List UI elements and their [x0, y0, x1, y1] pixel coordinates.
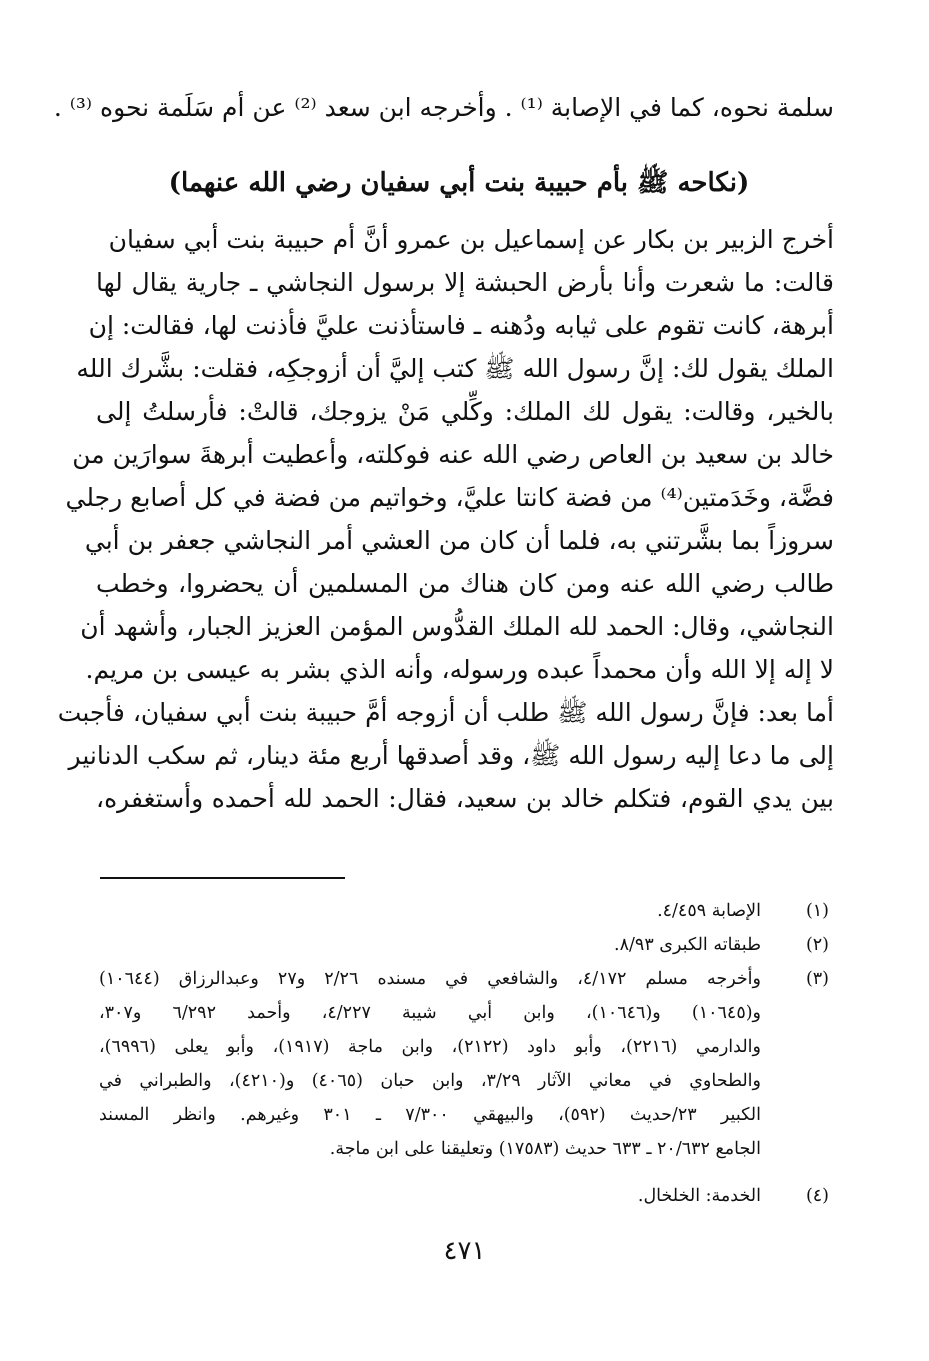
body-line: أبرهة، كانت تقوم على ثيابه ودُهنه ـ فاستأذنت عليَّ فأذنت لها، فقالت: إن — [88, 311, 834, 340]
page-number: ٤٧١ — [443, 1236, 486, 1266]
body-line: بالخير، وقالت: يقول لك الملك: وكِّلي مَنْ يزوجك، قالتْ: فأرسلتُ إلى — [96, 397, 834, 426]
footnote-number: (٣) — [805, 969, 829, 989]
body-line: أما بعد: فإنَّ رسول الله ﷺ طلب أن أزوجه أمَّ حبيبة بنت أبي سفيان، فأجبت — [57, 698, 834, 727]
body-line: الملك يقول لك: إنَّ رسول الله ﷺ كتب إليَّ أن أزوجكِه، فقلت: بشَّرك الله — [76, 354, 834, 383]
footnote-text-line: الكبير ٢٣/حديث (٥٩٢)، والبيهقي ٧/٣٠٠ ـ ٣٠١ وغيرهم. وانظر المسند — [99, 1105, 761, 1125]
body-line: بين يدي القوم، فتكلم خالد بن سعيد، فقال: الحمد لله أحمده وأستغفره، — [96, 784, 834, 813]
body-line: أخرج الزبير بن بكار عن إسماعيل بن عمرو أنَّ أم حبيبة بنت أبي سفيان — [108, 225, 834, 254]
footnote-1 — [99, 897, 829, 926]
body-line: طالب رضي الله عنه ومن كان هناك من المسلمين أن يحضروا، وخطب — [96, 569, 834, 598]
section-heading: (نكاحه ﷺ بأم حبيبة بنت أبي سفيان رضي الله عنهما) — [168, 168, 750, 198]
footnote-text: الخدمة: الخلخال. — [637, 1186, 761, 1206]
footnote-2 — [99, 931, 829, 960]
footnote-text-line: وأخرجه مسلم ٤/١٧٢، والشافعي في مسنده ٢/٢٦ و٢٧ وعبدالرزاق (١٠٦٤٤) — [99, 969, 761, 989]
body-line: فضَّة، وخَدَمتين⁽⁴⁾ من فضة كانتا عليَّ، وخواتيم من فضة في كل أصابع رجلي — [65, 483, 834, 512]
footnote-text-line: الجامع ٢٠/٦٣٢ ـ ٦٣٣ حديث (١٧٥٨٣) وتعليقنا على ابن ماجة. — [329, 1139, 761, 1159]
footnote-separator-rule — [100, 877, 345, 879]
body-line: قالت: ما شعرت وأنا بأرض الحبشة إلا برسول النجاشي ـ جارية يقال لها — [96, 268, 834, 297]
body-line: سروزاً بما بشَّرتني به، فلما أن كان من العشي أمر النجاشي جعفر بن أبي — [84, 526, 834, 555]
body-line: لا إله إلا الله وأن محمداً عبده ورسوله، وأنه الذي بشر به عيسى بن مريم. — [85, 655, 834, 684]
footnote-3 — [99, 965, 829, 1175]
footnote-number: (١) — [805, 901, 829, 921]
footnote-text: الإصابة ٤/٤٥٩. — [657, 901, 761, 921]
footnote-text-line: والدارمي (٢٢١٦)، وأبو داود (٢١٢٢)، وابن ماجة (١٩١٧)، وأبو يعلى (٦٩٩٦)، — [99, 1037, 761, 1057]
body-line: خالد بن سعيد بن العاص رضي الله عنه فوكلته، وأعطيت أبرهةَ سوارَين من — [72, 440, 834, 469]
body-top-line: سلمة نحوه، كما في الإصابة ⁽¹⁾ . وأخرجه ابن سعد ⁽²⁾ عن أم سَلَمة نحوه ⁽³⁾ . — [53, 93, 834, 122]
footnote-text-line: والطحاوي في معاني الآثار ٣/٢٩، وابن حبان (٤٠٦٥) و(٤٢١٠)، والطبراني في — [99, 1071, 761, 1091]
footnote-text: طبقاته الكبرى ٨/٩٣. — [614, 935, 761, 955]
footnote-number: (٢) — [805, 935, 829, 955]
body-line: النجاشي، وقال: الحمد لله الملك القدُّوس المؤمن العزيز الجبار، وأشهد أن — [80, 612, 834, 641]
footnote-number: (٤) — [805, 1186, 829, 1206]
footnote-text-line: و(١٠٦٤٥) و(١٠٦٤٦)، وابن أبي شيبة ٤/٢٢٧، وأحمد ٦/٢٩٢ و٣٠٧، — [99, 1003, 762, 1023]
body-line: إلى ما دعا إليه رسول الله ﷺ، وقد أصدقها أربع مئة دينار، ثم سكب الدنانير — [68, 741, 834, 770]
footnote-4 — [99, 1182, 829, 1211]
